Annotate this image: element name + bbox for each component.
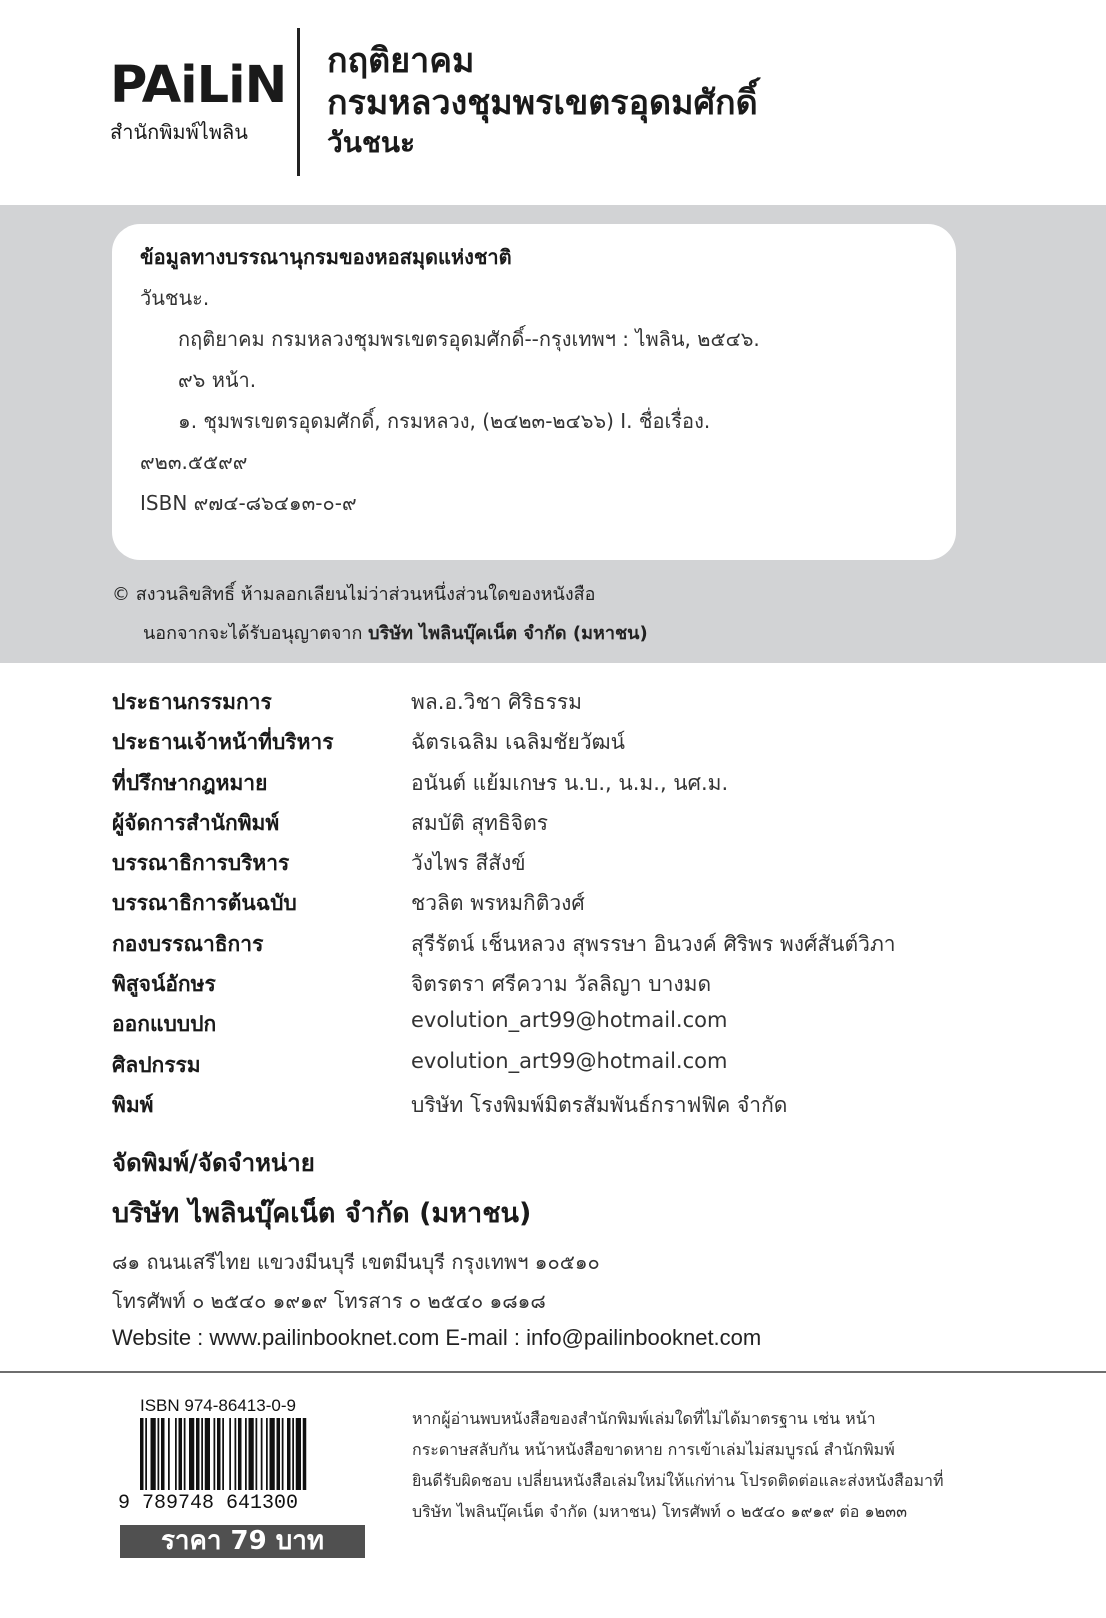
credit-row (112, 1089, 992, 1129)
notice-line: ยินดีรับผิดชอบ เปลี่ยนหนังสือเล่มใหม่ให้แก่ท่าน โปรดติดต่อและส่งหนังสือมาที่ (412, 1471, 944, 1490)
credit-row (112, 807, 992, 847)
credit-row (112, 1008, 992, 1048)
barcode-bar (229, 1418, 231, 1490)
copyright-line1: © สงวนลิขสิทธิ์ ห้ามลอกเลียนไม่ว่าส่วนหนึ่งส่วนใดของหนังสือ (112, 584, 596, 605)
credit-role: บรรณาธิการบริหาร (112, 851, 290, 876)
credit-name: ชวลิต พรหมกิติวงศ์ (411, 891, 585, 916)
barcode-bar (282, 1418, 284, 1490)
credit-name: สุรีรัตน์ เช็นหลวง สุพรรษา อินวงค์ ศิริพร พงศ์สันต์วิภา (411, 931, 896, 956)
credit-role: ประธานเจ้าหน้าที่บริหาร (112, 730, 334, 755)
header (0, 0, 1106, 205)
book-author: วันชนะ (327, 126, 416, 159)
distribution-company: บริษัท ไพลินบุ๊คเน็ต จำกัด (มหาชน) (112, 1198, 532, 1229)
barcode-bar (161, 1418, 165, 1490)
barcode-bar (179, 1418, 183, 1490)
credit-row (112, 1049, 992, 1089)
credit-name: จิตรตรา ศรีความ วัลลิญา บางมด (411, 972, 712, 997)
barcode-bar (256, 1418, 258, 1490)
barcode-bar (217, 1418, 221, 1490)
credit-name: บริษัท โรงพิมพ์มิตรสัมพันธ์กราฟฟิค จำกัด (411, 1092, 788, 1117)
barcode-bar (296, 1418, 301, 1490)
copyright-company: บริษัท ไพลินบุ๊คเน็ต จำกัด (มหาชน) (368, 623, 648, 644)
barcode-bar (277, 1418, 281, 1490)
credit-name: สมบัติ สุทธิจิตร (411, 810, 549, 835)
notice-line: กระดาษสลับกัน หน้าหนังสือขาดหาย การเข้าเล่มไม่สมบูรณ์ สำนักพิมพ์ (412, 1440, 895, 1459)
copyright-line2 (143, 618, 648, 647)
credit-role: ผู้จัดการสำนักพิมพ์ (112, 810, 280, 835)
credit-role: ออกแบบปก (112, 1012, 217, 1037)
credit-role: บรรณาธิการต้นฉบับ (112, 891, 297, 916)
credit-role: ที่ปรึกษากฎหมาย (112, 770, 268, 795)
barcode-bar (189, 1418, 194, 1490)
publisher-logo (110, 56, 287, 148)
credit-row (112, 968, 992, 1008)
credit-row (112, 726, 992, 766)
logo-word: PAiLiN (110, 56, 287, 115)
catalog-title: กฤติยาคม กรมหลวงชุมพรเขตรอุดมศักดิ์--กรุงเทพฯ : ไพลิน, ๒๕๔๖. (178, 327, 760, 351)
barcode-bar (175, 1418, 177, 1490)
price-tag: ราคา 79 บาท (120, 1525, 365, 1558)
barcode-bar (196, 1418, 200, 1490)
copyright-prefix: นอกจากจะได้รับอนุญาตจาก (143, 623, 363, 644)
barcode-bar (238, 1418, 242, 1490)
catalog-subject: ๑. ชุมพรเขตรอุดมศักดิ์, กรมหลวง, (๒๔๒๓-๒๔๖๖) I. ชื่อเรื่อง. (178, 409, 711, 433)
barcode-bar (184, 1418, 186, 1490)
barcode-bar (261, 1418, 263, 1490)
barcode-bar (287, 1418, 291, 1490)
book-title-block (327, 40, 758, 162)
notice-line: บริษัท ไพลินบุ๊คเน็ต จำกัด (มหาชน) โทรศัพท์ ๐ ๒๕๔๐ ๑๙๑๙ ต่อ ๑๒๓๓ (412, 1502, 908, 1521)
book-title-line1: กฤติยาคม (327, 41, 475, 81)
quality-notice (412, 1403, 972, 1527)
barcode-bar (151, 1418, 156, 1490)
catalog-isbn: ISBN ๙๗๔-๘๖๔๑๓-๐-๙ (140, 491, 357, 515)
barcode-image (140, 1418, 360, 1490)
distribution-phone: โทรศัพท์ ๐ ๒๕๔๐ ๑๙๑๙ โทรสาร ๐ ๒๕๔๐ ๑๘๑๘ (112, 1289, 546, 1313)
barcode-bar (205, 1418, 210, 1490)
logo-subtitle: สำนักพิมพ์ไพลิน (110, 120, 248, 144)
barcode-bar (214, 1418, 216, 1490)
credit-name: evolution_art99@hotmail.com (411, 1008, 728, 1033)
credit-name: พล.อ.วิชา ศิริธรรม (411, 690, 583, 714)
barcode-bar (235, 1418, 237, 1490)
barcode-bar (168, 1418, 170, 1490)
barcode-digits: 9 789748 641300 (118, 1492, 299, 1515)
credit-row (112, 767, 992, 807)
barcode-bar (158, 1418, 160, 1490)
credit-role: ศิลปกรรม (112, 1052, 201, 1077)
credit-row (112, 928, 992, 968)
barcode-bar (270, 1418, 275, 1490)
credit-name: วังไพร สีสังข์ (411, 851, 526, 876)
credit-row (112, 887, 992, 927)
catalog-class-number: ๙๒๓.๕๕๙๙ (140, 450, 248, 474)
bottom-divider (0, 1371, 1106, 1373)
catalog-author: วันชนะ. (140, 286, 210, 310)
barcode-bar (266, 1418, 268, 1490)
barcode-bar (201, 1418, 203, 1490)
barcode-bar (245, 1418, 247, 1490)
credit-row (112, 686, 992, 726)
credit-role: กองบรรณาธิการ (112, 931, 264, 956)
barcode-bar (140, 1418, 144, 1490)
catalog-card (112, 224, 956, 560)
book-title-line2: กรมหลวงชุมพรเขตรอุดมศักดิ์ (327, 83, 758, 123)
barcode-bar (292, 1418, 294, 1490)
header-divider (297, 28, 300, 176)
catalog-pages: ๙๖ หน้า. (178, 368, 257, 392)
barcode-isbn: ISBN 974-86413-0-9 (140, 1396, 296, 1415)
credit-role: พิสูจน์อักษร (112, 972, 216, 997)
barcode-bar (222, 1418, 224, 1490)
credit-name: evolution_art99@hotmail.com (411, 1048, 728, 1073)
credit-name: ฉัตรเฉลิม เฉลิมชัยวัฒน์ (411, 730, 625, 755)
catalog-caption: ข้อมูลทางบรรณานุกรมของหอสมุดแห่งชาติ (140, 245, 512, 269)
distribution-web: Website : www.pailinbooknet.com E-mail : info@pailinbooknet.com (112, 1325, 762, 1350)
credit-name: อนันต์ แย้มเกษร น.บ., น.ม., นศ.ม. (411, 770, 729, 795)
credits-list (112, 686, 992, 1129)
credit-role: ประธานกรรมการ (112, 690, 272, 714)
barcode-bar (249, 1418, 254, 1490)
distribution-address: ๘๑ ถนนเสรีไทย แขวงมีนบุรี เขตมีนบุรี กรุงเทพฯ ๑๐๕๑๐ (112, 1250, 600, 1274)
credit-row (112, 847, 992, 887)
credit-role: พิมพ์ (112, 1092, 154, 1117)
barcode-bar (303, 1418, 307, 1490)
barcode-bar (145, 1418, 147, 1490)
distribution-heading: จัดพิมพ์/จัดจำหน่าย (112, 1149, 315, 1177)
notice-line: หากผู้อ่านพบหนังสือของสำนักพิมพ์เล่มใดที่ไม่ได้มาตรฐาน เช่น หน้า (412, 1409, 876, 1428)
